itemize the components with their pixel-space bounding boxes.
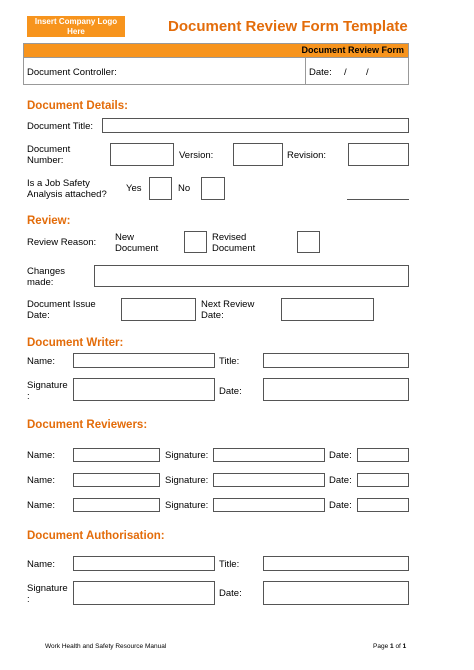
writer-name-label: Name:: [27, 356, 55, 367]
version-field[interactable]: [233, 143, 283, 166]
footer-page-prefix: Page: [373, 643, 389, 650]
reviewer-name-label: Name:: [27, 475, 55, 486]
next-review-date-label: Next Review: [201, 299, 255, 310]
page-title: Document Review Form Template: [168, 18, 408, 35]
authoriser-name-label: Name:: [27, 559, 55, 570]
writer-signature-field[interactable]: [73, 378, 215, 401]
jsa-no-checkbox[interactable]: [201, 177, 225, 200]
changes-made-label: Changes: [27, 266, 66, 277]
section-heading-document-writer: Document Writer:: [27, 337, 124, 349]
writer-date-label: Date:: [219, 386, 242, 397]
document-number-label: Document: [27, 144, 71, 155]
jsa-yes-checkbox[interactable]: [149, 177, 172, 200]
reviewer-signature-label: Signature:: [165, 475, 209, 486]
footer-page-total: 1: [402, 643, 407, 650]
footer-page-number: [373, 641, 406, 652]
revised-document-label: Revised: [212, 232, 247, 243]
changes-made-label: made:: [27, 277, 54, 288]
section-heading-document-authorisation: Document Authorisation:: [27, 530, 165, 542]
authoriser-signature-field[interactable]: [73, 581, 215, 605]
reviewer-signature-field[interactable]: [213, 473, 325, 487]
controller-date-label: Date:: [309, 67, 332, 78]
revised-document-checkbox[interactable]: [297, 231, 320, 253]
writer-signature-label: :: [27, 391, 30, 402]
form-title-bar: [23, 44, 409, 58]
next-review-date-field[interactable]: [281, 298, 374, 321]
document-title-field[interactable]: [102, 118, 409, 133]
version-label: Version:: [179, 150, 214, 161]
reviewer-name-label: Name:: [27, 500, 55, 511]
section-heading-review: Review:: [27, 215, 71, 227]
jsa-no-label: No: [178, 183, 191, 194]
revised-document-label: Document: [212, 243, 256, 254]
changes-made-field[interactable]: [94, 265, 409, 287]
controller-date-separator: /: [344, 67, 347, 78]
reviewer-name-field[interactable]: [73, 473, 160, 487]
document-issue-date-field[interactable]: [121, 298, 196, 321]
authoriser-title-field[interactable]: [263, 556, 409, 571]
document-title-label: Document Title:: [27, 121, 93, 132]
jsa-question-label: Analysis attached?: [27, 189, 107, 200]
controller-row-divider: [305, 58, 306, 85]
footer-page-current: 1: [390, 643, 394, 650]
revision-label: Revision:: [287, 150, 327, 161]
reviewer-date-label: Date:: [329, 475, 352, 486]
footer-page-of: of: [395, 643, 401, 650]
reviewer-date-label: Date:: [329, 450, 352, 461]
reviewer-date-field[interactable]: [357, 473, 409, 487]
writer-date-field[interactable]: [263, 378, 409, 401]
authoriser-title-label: Title:: [219, 559, 240, 570]
authoriser-signature-label: Signature: [27, 583, 68, 594]
jsa-question-label: Is a Job Safety: [27, 178, 90, 189]
controller-date-separator: /: [366, 67, 369, 78]
writer-signature-label: Signature: [27, 380, 68, 391]
company-logo-placeholder: Insert Company Logo Here: [27, 16, 125, 37]
writer-title-label: Title:: [219, 356, 240, 367]
next-review-date-label: Date:: [201, 310, 224, 321]
reviewer-name-label: Name:: [27, 450, 55, 461]
reviewer-date-field[interactable]: [357, 498, 409, 512]
footer-manual-title: Work Health and Safety Resource Manual: [45, 643, 167, 650]
reviewer-signature-field[interactable]: [213, 448, 325, 462]
document-number-field[interactable]: [110, 143, 174, 166]
new-document-checkbox[interactable]: [184, 231, 207, 253]
authoriser-signature-label: :: [27, 594, 30, 605]
authoriser-date-label: Date:: [219, 588, 242, 599]
new-document-label: New: [115, 232, 135, 243]
reviewer-date-field[interactable]: [357, 448, 409, 462]
document-number-label: Number:: [27, 155, 64, 166]
reviewer-signature-label: Signature:: [165, 450, 209, 461]
reviewer-name-field[interactable]: [73, 448, 160, 462]
revision-field[interactable]: [348, 143, 409, 166]
reviewer-name-field[interactable]: [73, 498, 160, 512]
document-controller-label: Document Controller:: [27, 67, 117, 78]
reviewer-signature-field[interactable]: [213, 498, 325, 512]
new-document-label: Document: [115, 243, 159, 254]
jsa-reference-line[interactable]: [347, 199, 409, 200]
writer-name-field[interactable]: [73, 353, 215, 368]
form-title-bar-label: Document Review Form: [301, 45, 404, 55]
writer-title-field[interactable]: [263, 353, 409, 368]
authoriser-date-field[interactable]: [263, 581, 409, 605]
reviewer-signature-label: Signature:: [165, 500, 209, 511]
document-issue-date-label: Document Issue: [27, 299, 96, 310]
authoriser-name-field[interactable]: [73, 556, 215, 571]
section-heading-document-details: Document Details:: [27, 100, 128, 112]
reviewer-date-label: Date:: [329, 500, 352, 511]
section-heading-document-reviewers: Document Reviewers:: [27, 419, 148, 431]
jsa-yes-label: Yes: [126, 183, 142, 194]
review-reason-label: Review Reason:: [27, 237, 97, 248]
document-issue-date-label: Date:: [27, 310, 50, 321]
